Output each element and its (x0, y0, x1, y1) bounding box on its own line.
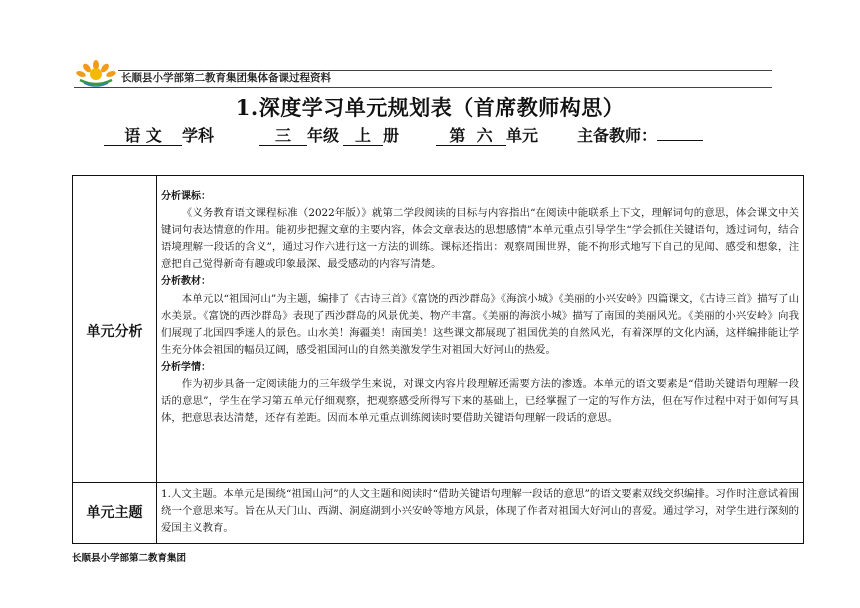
table-column-divider (156, 176, 157, 543)
teacher-value (657, 140, 703, 141)
orange-flower-logo-icon (74, 60, 118, 88)
teacher-label: 主备教师： (577, 126, 658, 145)
subject-value: 语 文 (104, 127, 182, 146)
grade-label: 年级 (307, 126, 340, 145)
footer-text: 长顺县小学部第二教育集团 (72, 553, 187, 564)
unit-value: 六 (476, 126, 493, 145)
unit-theme-cell (161, 486, 799, 537)
subject-field (104, 126, 214, 146)
grade-field (259, 126, 399, 146)
section-heading: 分析课标： (161, 191, 211, 202)
unit-analysis-cell (161, 188, 799, 427)
table-row-divider (73, 482, 803, 483)
term-label: 册 (383, 126, 400, 145)
unit-field (436, 126, 538, 146)
teacher-field (577, 126, 703, 146)
unit-planning-table (72, 175, 804, 544)
header-rule-bottom (74, 87, 772, 88)
unit-value-wrap (436, 127, 506, 146)
section-heading: 分析教材： (161, 276, 211, 288)
unit-prefix: 第 (449, 126, 466, 145)
unit-label: 单元 (506, 126, 539, 145)
row-label-unit-theme: 单元主题 (86, 505, 143, 521)
row-label-unit-analysis: 单元分析 (86, 324, 143, 340)
section-body: 《义务教育语文课程标准（2022年版）》就第二学段阅读的目标与内容指出“在阅读中能联系上下文，理解词句的意思，体会课文中关键词句表达情意的作用。能初步把握文章的主要内容，体会文章表达的思想感情”本单元重点引导学生“学会抓住关键语句，透过词句，结合语境理解一段话的含义”，通过习作六进行这一方法的训练。课标还指出：观察周围世界，能不拘形式地写下自己的见闻、感受和想象，注意把自己觉得新奇有趣或印象最深、最受感动的内容写清楚。 (161, 207, 799, 271)
document-title: 1.深度学习单元规划表（首席教师构思） (235, 95, 625, 120)
subject-label: 学科 (182, 126, 215, 145)
section-body: 本单元以“祖国河山”为主题，编排了《古诗三首》《富饶的西沙群岛》《海滨小城》《美丽的小兴安岭》四篇课文，《古诗三首》描写了山水美景。《富饶的西沙群岛》表现了西沙群岛的风景优美、物产丰富。《美丽的海滨小城》描写了南国的美丽风光。《美丽的小兴安岭》向我们展现了北国四季迷人的景色。山水美！海疆美！南国美！这些课文都展现了祖国优美的自然风光，有着深厚的文化内涵，这样编排能让学生充分体会祖国的幅员辽阔，感受祖国河山的自然美激发学生对祖国大好河山的热爱。 (161, 292, 799, 356)
term-value: 上 (343, 127, 383, 146)
section-heading: 分析学情： (161, 361, 211, 373)
header-text: 长顺县小学部第二教育集团集体备课过程资料 (121, 72, 331, 84)
unit-theme-body: 1.人文主题。本单元是围绕“祖国山河”的人文主题和阅读时“借助关键语句理解一段话的意思”的语文要素双线交织编排。习作时注意试着围绕一个意思来写。旨在从天门山、西湖、洞庭湖到小兴安岭等地方风景，体现了作者对祖国大好河山的喜爱。通过学习，对学生进行深刻的爱国主义教育。 (161, 488, 799, 535)
grade-value: 三 (259, 127, 307, 146)
section-body: 作为初步具备一定阅读能力的三年级学生来说，对课文内容片段理解还需要方法的渗透。本单元的语文要素是“借助关键语句理解一段话的意思”，学生在学习第五单元仔细观察，把观察感受所得写下来的基础上，已经掌握了一定的写作方法，但在写作过程中对于如何写具体，把意思表达清楚，还存有差距。因而本单元重点训练阅读时要借助关键语句理解一段话的意思。 (161, 378, 799, 425)
